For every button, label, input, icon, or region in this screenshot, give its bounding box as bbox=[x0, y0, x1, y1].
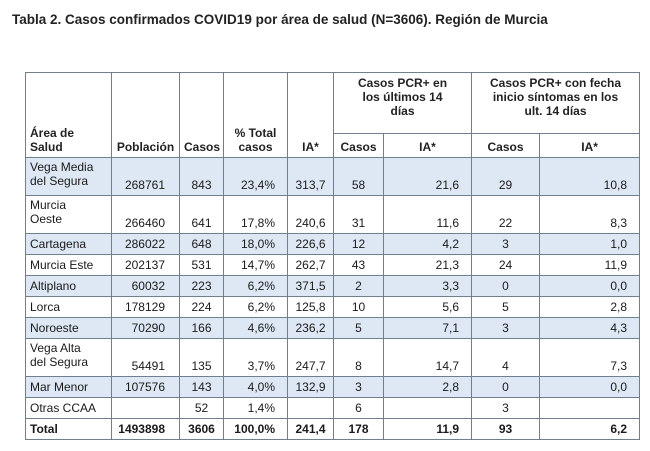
pcr-casos-cell: 8 bbox=[334, 339, 384, 377]
sint-ia-cell: 0,0 bbox=[540, 377, 640, 398]
pct-cell: 100,0% bbox=[224, 419, 288, 440]
pcr-ia-cell bbox=[384, 398, 472, 419]
sint-ia-cell: 1,0 bbox=[540, 234, 640, 255]
ia-cell: 262,7 bbox=[288, 255, 334, 276]
table-row bbox=[26, 196, 640, 234]
pcr-casos-cell: 2 bbox=[334, 276, 384, 297]
covid-cases-table bbox=[25, 72, 640, 440]
ia-cell: 247,7 bbox=[288, 339, 334, 377]
header-group-sintomas14: Casos PCR+ con fecha inicio síntomas en los ult. 14 días bbox=[472, 73, 640, 134]
area-name: Cartagena bbox=[26, 234, 112, 255]
header-row-1 bbox=[26, 73, 640, 134]
casos-cell: 843 bbox=[180, 158, 224, 196]
pcr-casos-cell: 5 bbox=[334, 318, 384, 339]
ia-cell: 226,6 bbox=[288, 234, 334, 255]
table-row bbox=[26, 398, 640, 419]
header-pcr-ia: IA* bbox=[384, 134, 472, 158]
pcr-ia-cell: 7,1 bbox=[384, 318, 472, 339]
table-row bbox=[26, 255, 640, 276]
poblacion-cell: 266460 bbox=[112, 196, 180, 234]
pcr-ia-cell: 2,8 bbox=[384, 377, 472, 398]
header-group-pcr14: Casos PCR+ en los últimos 14 días bbox=[334, 73, 472, 134]
table-row bbox=[26, 297, 640, 318]
pct-cell: 14,7% bbox=[224, 255, 288, 276]
header-area: Área de Salud bbox=[26, 73, 112, 158]
sint-casos-cell: 24 bbox=[472, 255, 540, 276]
pct-cell: 6,2% bbox=[224, 297, 288, 318]
sint-ia-cell: 8,3 bbox=[540, 196, 640, 234]
pct-cell: 18,0% bbox=[224, 234, 288, 255]
header-pcr-casos: Casos bbox=[334, 134, 384, 158]
pcr-casos-cell: 3 bbox=[334, 377, 384, 398]
header-poblacion: Población bbox=[112, 73, 180, 158]
poblacion-cell: 268761 bbox=[112, 158, 180, 196]
area-name: Total bbox=[26, 419, 112, 440]
sint-ia-cell: 4,3 bbox=[540, 318, 640, 339]
pcr-casos-cell: 43 bbox=[334, 255, 384, 276]
header-ia: IA* bbox=[288, 73, 334, 158]
header-sint-casos: Casos bbox=[472, 134, 540, 158]
casos-cell: 531 bbox=[180, 255, 224, 276]
table-row bbox=[26, 377, 640, 398]
ia-cell: 132,9 bbox=[288, 377, 334, 398]
sint-casos-cell: 0 bbox=[472, 276, 540, 297]
casos-cell: 143 bbox=[180, 377, 224, 398]
casos-cell: 648 bbox=[180, 234, 224, 255]
ia-cell: 313,7 bbox=[288, 158, 334, 196]
sint-casos-cell: 5 bbox=[472, 297, 540, 318]
area-name: Murcia Este bbox=[26, 255, 112, 276]
casos-cell: 223 bbox=[180, 276, 224, 297]
ia-cell: 241,4 bbox=[288, 419, 334, 440]
pcr-ia-cell: 14,7 bbox=[384, 339, 472, 377]
sint-casos-cell: 0 bbox=[472, 377, 540, 398]
pcr-ia-cell: 21,6 bbox=[384, 158, 472, 196]
poblacion-cell: 286022 bbox=[112, 234, 180, 255]
pcr-casos-cell: 10 bbox=[334, 297, 384, 318]
table-row bbox=[26, 339, 640, 377]
sint-casos-cell: 22 bbox=[472, 196, 540, 234]
area-name: Noroeste bbox=[26, 318, 112, 339]
ia-cell: 236,2 bbox=[288, 318, 334, 339]
poblacion-cell: 60032 bbox=[112, 276, 180, 297]
pcr-ia-cell: 21,3 bbox=[384, 255, 472, 276]
sint-casos-cell: 3 bbox=[472, 318, 540, 339]
sint-casos-cell: 4 bbox=[472, 339, 540, 377]
casos-cell: 641 bbox=[180, 196, 224, 234]
area-name: Murcia Oeste bbox=[26, 196, 112, 234]
sint-ia-cell: 10,8 bbox=[540, 158, 640, 196]
casos-cell: 224 bbox=[180, 297, 224, 318]
pcr-ia-cell: 11,9 bbox=[384, 419, 472, 440]
casos-cell: 135 bbox=[180, 339, 224, 377]
casos-cell: 166 bbox=[180, 318, 224, 339]
pcr-casos-cell: 6 bbox=[334, 398, 384, 419]
pct-cell: 1,4% bbox=[224, 398, 288, 419]
sint-casos-cell: 3 bbox=[472, 398, 540, 419]
sint-casos-cell: 3 bbox=[472, 234, 540, 255]
table-row bbox=[26, 234, 640, 255]
pcr-ia-cell: 5,6 bbox=[384, 297, 472, 318]
pct-cell: 3,7% bbox=[224, 339, 288, 377]
area-name: Altiplano bbox=[26, 276, 112, 297]
sint-casos-cell: 93 bbox=[472, 419, 540, 440]
ia-cell: 371,5 bbox=[288, 276, 334, 297]
sint-ia-cell: 2,8 bbox=[540, 297, 640, 318]
casos-cell: 52 bbox=[180, 398, 224, 419]
area-name: Vega Media del Segura bbox=[26, 158, 112, 196]
poblacion-cell: 202137 bbox=[112, 255, 180, 276]
total-row bbox=[26, 419, 640, 440]
ia-cell: 240,6 bbox=[288, 196, 334, 234]
poblacion-cell: 70290 bbox=[112, 318, 180, 339]
poblacion-cell: 1493898 bbox=[112, 419, 180, 440]
table-row bbox=[26, 158, 640, 196]
table-row bbox=[26, 276, 640, 297]
area-name: Lorca bbox=[26, 297, 112, 318]
pcr-casos-cell: 31 bbox=[334, 196, 384, 234]
pct-cell: 17,8% bbox=[224, 196, 288, 234]
header-pct-total: % Total casos bbox=[224, 73, 288, 158]
poblacion-cell: 178129 bbox=[112, 297, 180, 318]
area-name: Otras CCAA bbox=[26, 398, 112, 419]
header-casos: Casos bbox=[180, 73, 224, 158]
sint-ia-cell: 0,0 bbox=[540, 276, 640, 297]
sint-ia-cell bbox=[540, 398, 640, 419]
pcr-ia-cell: 4,2 bbox=[384, 234, 472, 255]
area-name: Mar Menor bbox=[26, 377, 112, 398]
header-sint-ia: IA* bbox=[540, 134, 640, 158]
pct-cell: 4,6% bbox=[224, 318, 288, 339]
pcr-ia-cell: 3,3 bbox=[384, 276, 472, 297]
pcr-casos-cell: 58 bbox=[334, 158, 384, 196]
ia-cell bbox=[288, 398, 334, 419]
sint-ia-cell: 11,9 bbox=[540, 255, 640, 276]
sint-casos-cell: 29 bbox=[472, 158, 540, 196]
poblacion-cell: 54491 bbox=[112, 339, 180, 377]
ia-cell: 125,8 bbox=[288, 297, 334, 318]
pcr-casos-cell: 178 bbox=[334, 419, 384, 440]
table-title: Tabla 2. Casos confirmados COVID19 por área de salud (N=3606). Región de Murcia bbox=[12, 12, 548, 27]
casos-cell: 3606 bbox=[180, 419, 224, 440]
area-name: Vega Alta del Segura bbox=[26, 339, 112, 377]
pcr-ia-cell: 11,6 bbox=[384, 196, 472, 234]
poblacion-cell bbox=[112, 398, 180, 419]
pct-cell: 23,4% bbox=[224, 158, 288, 196]
table-row bbox=[26, 318, 640, 339]
sint-ia-cell: 7,3 bbox=[540, 339, 640, 377]
pct-cell: 4,0% bbox=[224, 377, 288, 398]
sint-ia-cell: 6,2 bbox=[540, 419, 640, 440]
pct-cell: 6,2% bbox=[224, 276, 288, 297]
poblacion-cell: 107576 bbox=[112, 377, 180, 398]
pcr-casos-cell: 12 bbox=[334, 234, 384, 255]
